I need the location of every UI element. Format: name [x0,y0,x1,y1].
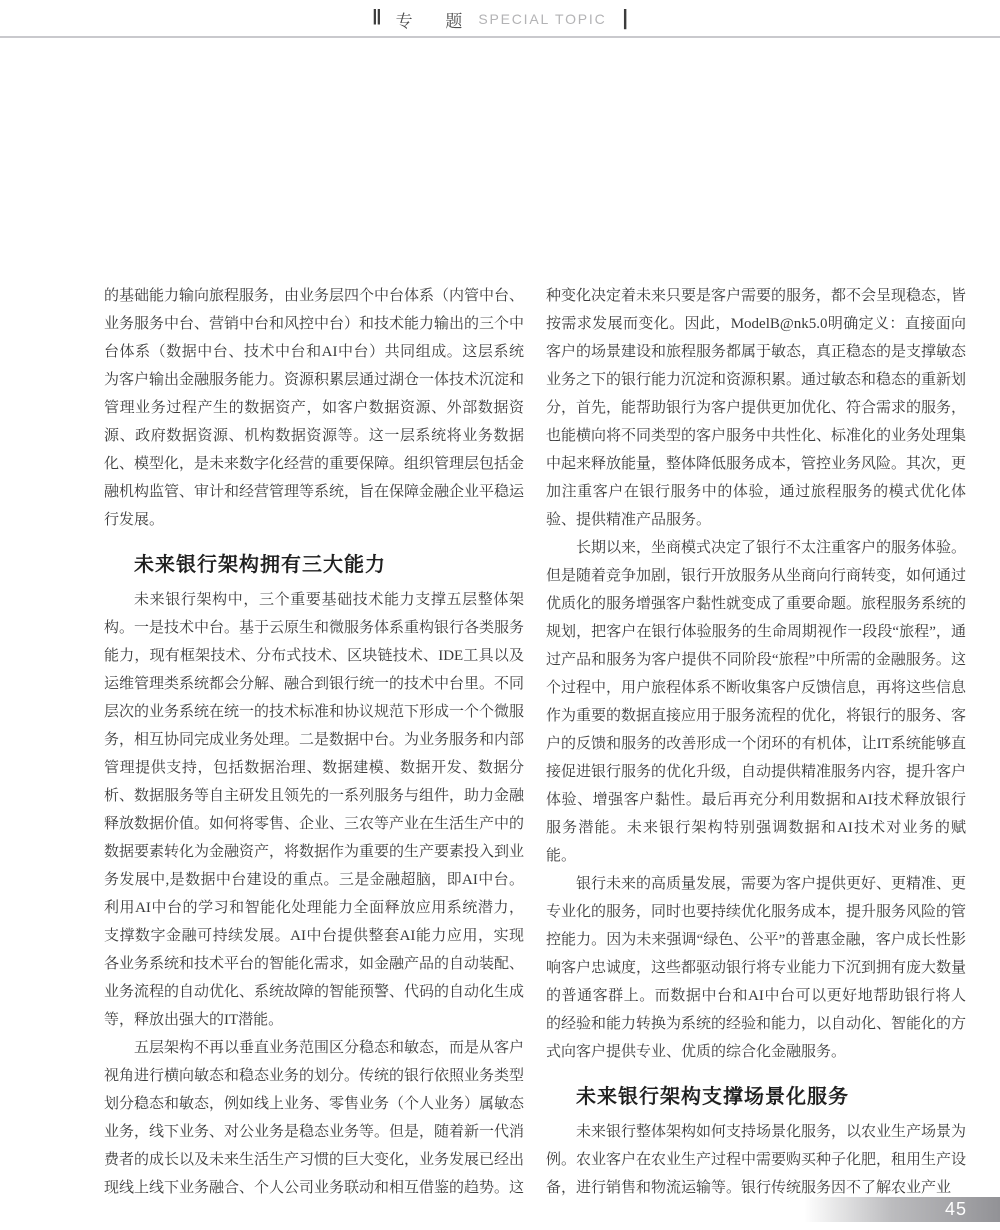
section-heading-scenario-services: 未来银行架构支撑场景化服务 [576,1086,849,1108]
header-title-en: SPECIAL TOPIC [478,11,607,27]
paragraph-high-quality-development: 银行未来的高质量发展，需要为客户提供更好、更精准、更专业化的服务，同时也要持续优化服务成本，提升服务风险的管控能力。因为未来强调“绿色、公平”的普惠金融，客户成长性影响客户忠诚度，这些都驱动银行将专业能力下沉到拥有庞大数量的普通客群上。而数据中台和AI中台可以更好地帮助银行将人的经验和能力转换为系统的经验和能力，以自动化、智能化的方式向客户提供专业、优质的综合化金融服务。 [546,876,967,1060]
page-number: 45 [944,1199,967,1219]
double-bar-icon: ‖ [372,6,382,30]
section-heading-three-capabilities: 未来银行架构拥有三大能力 [134,554,386,576]
paragraph-journey-service: 长期以来，坐商模式决定了银行不太注重客户的服务体验。但是随着竞争加剧，银行开放服务从坐商向行商转变，如何通过优质化的服务增强客户黏性就变成了重要命题。旅程服务系统的规划，把客户在银行体验服务的生命周期视作一段段“旅程”，通过产品和服务为客户提供不同阶段“旅程”中所需的金融服务。这个过程中，用户旅程体系不断收集客户反馈信息，再将这些信息作为重要的数据直接应用于服务流程的优化，将银行的服务、客户的反馈和服务的改善形成一个闭环的有机体，让IT系统能够直接促进银行服务的优化升级，自动提供精准服务内容，提升客户体验、增强客户黏性。最后再充分利用数据和AI技术释放银行服务潜能。未来银行架构特别强调数据和AI技术对业务的赋能。 [546,540,967,864]
paragraph-five-layer-architecture: 五层架构不再以垂直业务范围区分稳态和敏态，而是从客户视角进行横向敏态和稳态业务的划分。传统的银行依照业务类型划分稳态和敏态，例如线上业务、零售业务（个人业务）属敏态业务，线下业务、对公业务是稳态业务等。但是，随着新一代消费者的成长以及未来生活生产习惯的巨大变化，业务发展已经出现线上线下业务融合、个人公司业务联动和相互借鉴的趋势。这 [104,1040,525,1196]
article-body [104,282,966,1202]
left-column [104,282,524,1202]
paragraph-three-middle-platforms: 未来银行架构中，三个重要基础技术能力支撑五层整体架构。一是技术中台。基于云原生和微服务体系重构银行各类服务能力，现有框架技术、分布式技术、区块链技术、IDE工具以及运维管理类系统都会分解、融合到银行统一的技术中台里。不同层次的业务系统在统一的技术标准和协议规范下形成一个个微服务，相互协同完成业务处理。二是数据中台。为业务服务和内部管理提供支持，包括数据治理、数据建模、数据开发、数据分析、数据服务等自主研发且领先的一系列服务与组件，助力金融释放数据价值。如何将零售、企业、三农等产业在生活生产中的数据要素转化为金融资产，将数据作为重要的生产要素投入到业务发展中,是数据中台建设的重点。三是金融超脑，即AI中台。利用AI中台的学习和智能化处理能力全面释放应用系统潜力，支撑数字金融可持续发展。AI中台提供整套AI能力应用，实现各业务系统和技术平台的智能化需求，如金融产品的自动装配、业务流程的自动优化、系统故障的智能预警、代码的自动化生成等，释放出强大的IT潜能。 [104,592,525,1028]
paragraph-architecture-layers: 的基础能力输向旅程服务，由业务层四个中台体系（内管中台、业务服务中台、营销中台和风控中台）和技术能力输出的三个中台体系（数据中台、技术中台和AI中台）共同组成。这层系统为客户输出金融服务能力。资源积累层通过湖仓一体技术沉淀和管理业务过程产生的数据资产，如客户数据资源、外部数据资源、政府数据资源、机构数据资源等。这一层系统将业务数据化、模型化，是未来数字化经营的重要保障。组织管理层包括金融机构监管、审计和经营管理等系统，旨在保障金融企业平稳运行发展。 [104,288,525,528]
paragraph-agriculture-scenario: 未来银行整体架构如何支持场景化服务，以农业生产场景为例。农业客户在农业生产过程中需要购买种子化肥，租用生产设备，进行销售和物流运输等。银行传统服务因不了解农业产业 [546,1124,967,1196]
header-title-cn: 专 题 [395,11,477,31]
single-bar-icon: | [622,6,628,30]
header-divider [0,36,1000,38]
page-number-bar [804,1197,1000,1222]
page-header [0,7,1000,31]
paragraph-agile-stable-definition: 种变化决定着未来只要是客户需要的服务，都不会呈现稳态，皆按需求发展而变化。因此，ModelB@nk5.0明确定义：直接面向客户的场景建设和旅程服务都属于敏态，真正稳态的是支撑敏态业务之下的银行能力沉淀和资源积累。通过敏态和稳态的重新划分，首先，能帮助银行为客户提供更加优化、符合需求的服务，也能横向将不同类型的客户服务中共性化、标准化的业务处理集中起来释放能量，整体降低服务成本，管控业务风险。其次，更加注重客户在银行服务中的体验，通过旅程服务的模式优化体验、提供精准产品服务。 [546,288,967,528]
right-column [546,282,966,1202]
